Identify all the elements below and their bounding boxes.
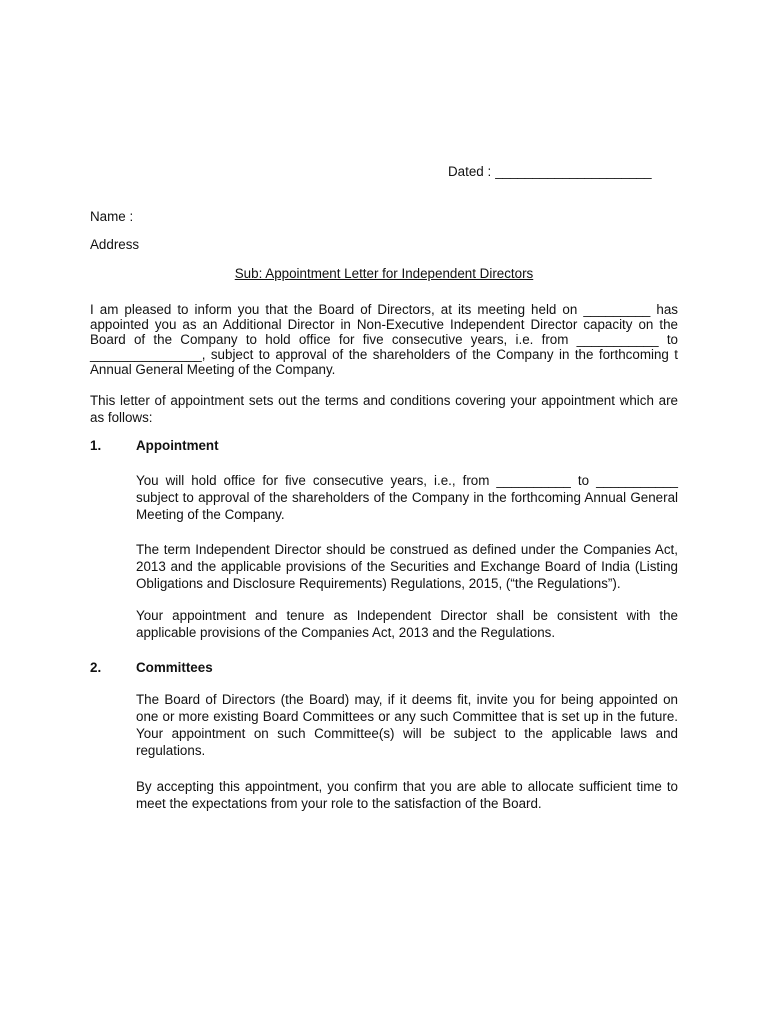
section-number-committees: 2. [90,660,102,675]
dated-label: Dated : [448,164,492,179]
intro-paragraph: I am pleased to inform you that the Board of Directors, at its meeting held on _________ has appointed you as an Additional Director in Non-Executive Independent Director capacity on the Board of the Company to hold office for five consecutive years, i.e. from ___________ to _______________, subject to approval of the shareholders of the Company in the forthcoming t Annual General Meeting of the Company. [90,302,678,377]
appointment-paragraph-2: The term Independent Director should be construed as defined under the Companies Act, 2013 and the applicable provisions of the Securities and Exchange Board of India (Listing Obligations and Disclosure Requirements) Regulations, 2015, (“the Regulations”). [136,542,678,591]
committees-paragraph-2: By accepting this appointment, you confirm that you are able to allocate sufficient time to meet the expectations from your role to the satisfaction of the Board. [136,779,678,811]
address-label: Address [90,237,140,252]
subject-line: Sub: Appointment Letter for Independent Directors [234,266,534,281]
section-title-committees: Committees [136,660,213,675]
terms-paragraph: This letter of appointment sets out the terms and conditions covering your appointment which are as follows: [90,393,678,425]
committees-paragraph-1: The Board of Directors (the Board) may, if it deems fit, invite you for being appointed on one or more existing Board Committees or any such Committee that is set up in the future. Your appointment on such Committee(s) will be subject to the applicable laws and regulations. [136,692,678,758]
dated-line [448,163,652,180]
section-title-appointment: Appointment [136,438,219,453]
appointment-paragraph-3: Your appointment and tenure as Independent Director shall be consistent with the applicable provisions of the Companies Act, 2013 and the Regulations. [136,608,678,640]
name-label: Name : [90,209,134,224]
dated-blank: _____________________ [495,164,652,179]
appointment-paragraph-1: You will hold office for five consecutive years, i.e., from __________ to ___________ subject to approval of the shareholders of the Company in the forthcoming Annual General Meeting of the Company. [136,473,678,522]
section-number-appointment: 1. [90,438,102,453]
